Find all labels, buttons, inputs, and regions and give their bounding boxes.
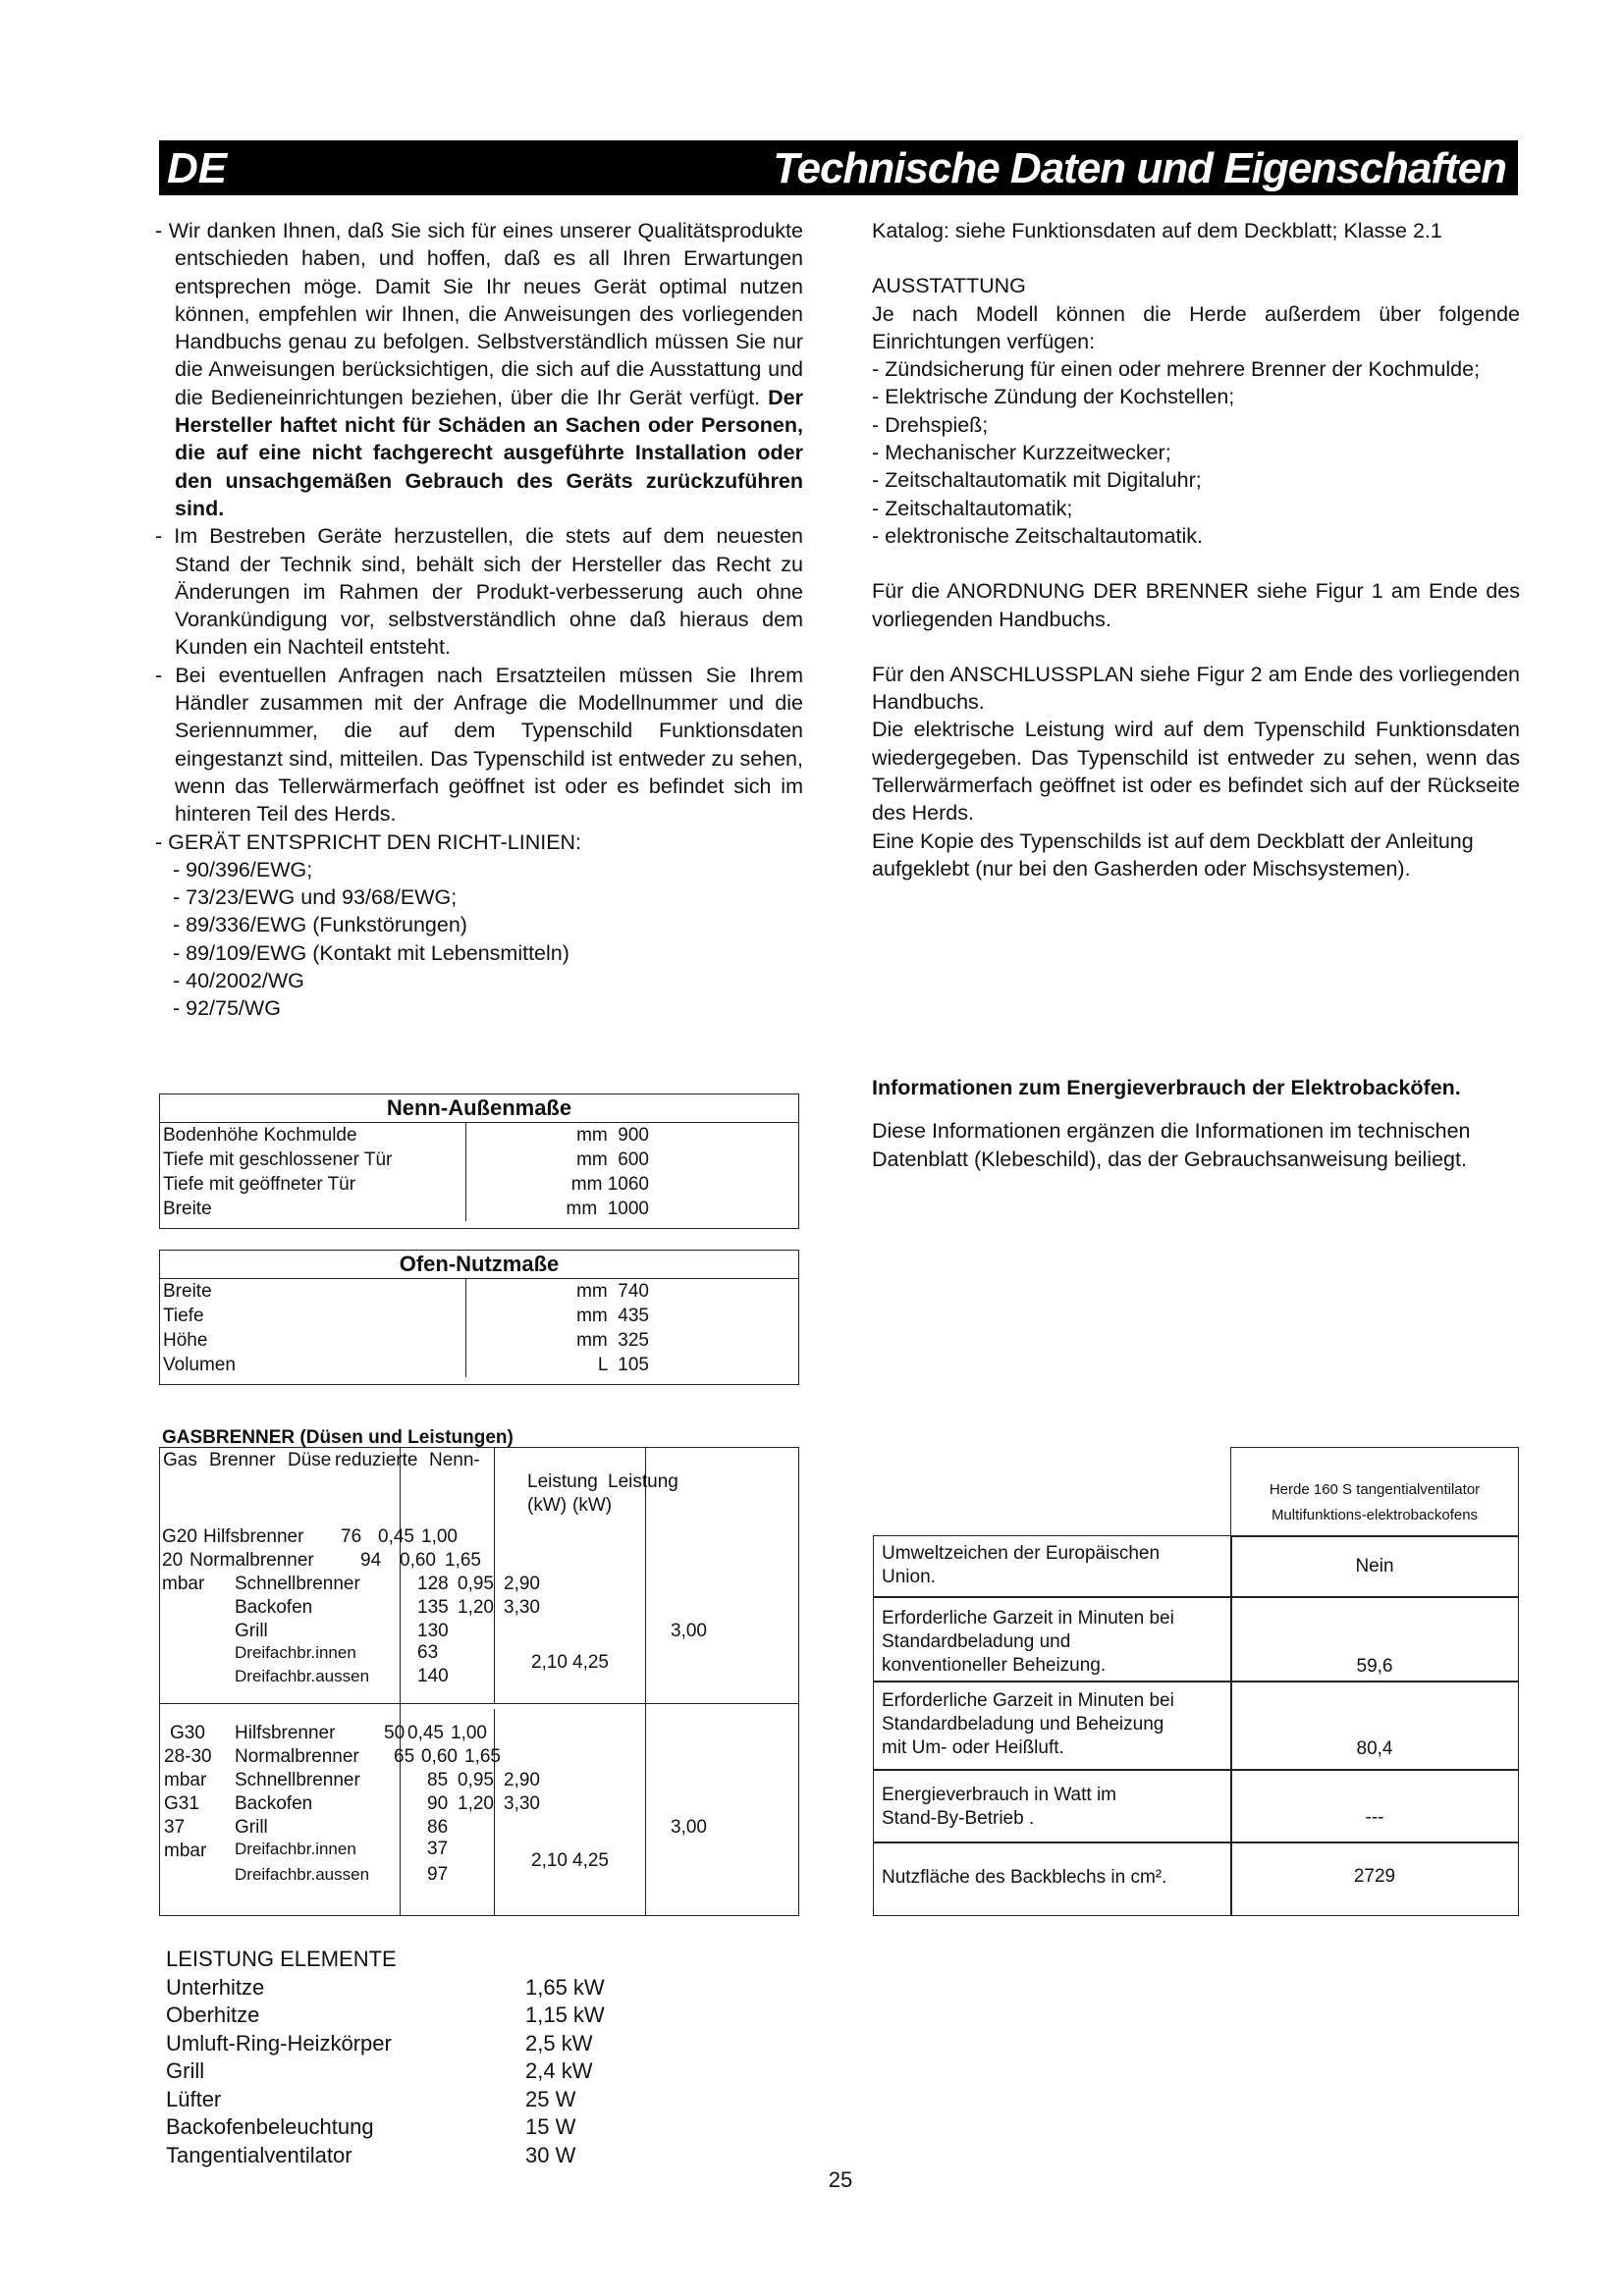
nozzle-value: 140 — [417, 1666, 449, 1686]
burner-name: Hilfsbrenner — [235, 1723, 336, 1743]
table-row: Tiefe mit geöffneter Tür mm 1060 — [163, 1174, 649, 1195]
reduced-value: 0,45 — [378, 1526, 414, 1547]
nozzle-value: 65 — [394, 1746, 415, 1767]
g31-pressure: 37 — [164, 1817, 186, 1838]
energy-info-text: Diese Informationen ergänzen die Informationen im technischen Datenblatt (Klebeschild), das der Gebrauchsanweisung beiliegt. — [872, 1119, 1471, 1171]
reduced-value: 0,45 — [407, 1723, 444, 1743]
reduced-value: 0,60 — [400, 1550, 436, 1571]
equipment-item: - elektronische Zeitschaltautomatik. — [872, 523, 1203, 548]
energy-value: Nein — [1355, 1556, 1394, 1576]
wiring-plan-note: Für den ANSCHLUSSPLAN siehe Figur 2 am Ende des vorliegenden Handbuchs. — [872, 662, 1520, 715]
equipment-item: - Zündsicherung für einen oder mehrere Brenner der Kochmulde; — [872, 357, 1481, 382]
spare-parts-paragraph: - Bei eventuellen Anfragen nach Ersatzteilen müssen Sie Ihrem Händler zusammen mit der Anfrage die Modellnummer und die Seriennummer, die auf dem Typenschild Funktionsdaten eingestanzt sind, mitteilen. Das Typenschild ist entweder zu sehen, wenn das Tellerwärmerfach geöffnet ist oder es befindet sich im hinteren Teil des Herds. — [155, 663, 803, 827]
energy-row-label — [873, 1769, 1232, 1843]
table-row: Bodenhöhe Kochmulde mm 900 — [163, 1125, 649, 1146]
energy-value: 80,4 — [1356, 1738, 1393, 1759]
gas-header-nenn: Nenn- — [429, 1450, 480, 1470]
plate-copy-note: Eine Kopie des Typenschilds ist auf dem Deckblatt der Anleitung aufgeklebt (nur bei den Gasherden oder Mischsystemen). — [872, 828, 1474, 881]
element-value: 30 W — [525, 2142, 576, 2167]
table-row: Breite mm 1000 — [163, 1199, 649, 1219]
energy-label-line: Stand-By-Betrieb . — [882, 1808, 1035, 1829]
element-name: Umluft-Ring-Heizkörper — [166, 2030, 392, 2056]
element-value: 1,15 kW — [525, 2002, 605, 2027]
nominal-value: 1,00 — [421, 1526, 458, 1547]
nominal-value: 4,25 — [572, 1652, 609, 1673]
burner-name: Backofen — [235, 1597, 313, 1618]
directive-item: - 73/23/EWG und 93/68/EWG; — [173, 885, 458, 910]
left-column — [155, 217, 803, 1023]
nozzle-value: 130 — [417, 1621, 449, 1641]
energy-row-label — [873, 1596, 1232, 1682]
burner-name: Normalbrenner — [235, 1746, 359, 1767]
nominal-value: 4,25 — [572, 1850, 609, 1871]
g30-unit: mbar — [164, 1770, 207, 1790]
energy-label-line: Standardbeladung und — [882, 1631, 1071, 1652]
table-row: Volumen L 105 — [163, 1355, 649, 1375]
update-paragraph: - Im Bestreben Geräte herzustellen, die stets auf dem neuesten Stand der Technik sind, behält sich der Hersteller das Recht zu Änderungen im Rahmen der Produkt-verbesserung auch ohne Vorankündigung vor, selbstverständlich ohne daß hieraus dem Kunden ein Nachteil entsteht. — [155, 524, 803, 660]
reduced-value: 0,60 — [421, 1746, 458, 1767]
list-item — [166, 1974, 605, 2002]
g30-pressure: 28-30 — [164, 1746, 212, 1767]
energy-label-line: Erforderliche Garzeit in Minuten bei — [882, 1690, 1174, 1711]
element-name: Unterhitze — [166, 1974, 265, 2000]
nozzle-value: 85 — [427, 1770, 449, 1790]
reduced-value: 2,10 — [531, 1652, 568, 1673]
energy-row-value — [1230, 1769, 1519, 1843]
list-item — [166, 2142, 605, 2170]
performance-title: LEISTUNG ELEMENTE — [166, 1947, 397, 1971]
directives-title: - GERÄT ENTSPRICHT DEN RICHT-LINIEN: — [155, 829, 582, 854]
energy-label-line: konventioneller Beheizung. — [882, 1655, 1107, 1676]
gas-burner-table — [159, 1447, 799, 1916]
element-value: 25 W — [525, 2086, 576, 2111]
g30-gas-label: G30 — [170, 1723, 205, 1743]
intro-text: - Wir danken Ihnen, daß Sie sich für eines unserer Qualitätsprodukte entschieden haben, und hoffen, daß es all Ihren Erwartungen entsprechen möge. Damit Sie Ihr neues Gerät optimal nutzen können, empfehlen wir Ihnen, die Anweisungen des vorliegenden Handbuchs genau zu befolgen. Selbstverständlich müssen Sie nur die Anweisungen berücksichtigen, die sich auf die Ausstattung und die Bedieneinrichtungen beziehen, über die Ihr Gerät verfügt. — [155, 219, 803, 409]
burner-name: Normalbrenner — [189, 1550, 314, 1571]
burner-name: Grill — [235, 1817, 268, 1838]
element-name: Tangentialventilator — [166, 2142, 352, 2167]
list-item — [166, 2113, 605, 2142]
table-row: Tiefe mm 435 — [163, 1306, 649, 1326]
gas-header-leistung1: Leistung — [527, 1471, 598, 1492]
directive-item: - 89/109/EWG (Kontakt mit Lebensmitteln) — [173, 940, 569, 965]
energy-row-value — [1230, 1535, 1519, 1598]
nominal-value: 2,90 — [504, 1574, 540, 1594]
gas-header-leistung2: Leistung — [608, 1471, 678, 1492]
equipment-item: - Drehspieß; — [872, 412, 989, 437]
energy-info-title: Informationen zum Energieverbrauch der Elektrobacköfen. — [872, 1076, 1461, 1099]
list-item — [166, 2086, 605, 2114]
outer-dimensions-title: Nenn-Außenmaße — [160, 1095, 798, 1123]
right-column — [872, 217, 1520, 882]
list-item — [166, 2057, 605, 2086]
reduced-value: 0,95 — [458, 1574, 494, 1594]
energy-value: --- — [1365, 1807, 1384, 1828]
outer-dimensions-table — [159, 1094, 799, 1229]
energy-value: 2729 — [1353, 1866, 1396, 1887]
reduced-value: 0,95 — [458, 1770, 494, 1790]
directive-item: - 92/75/WG — [173, 996, 281, 1021]
gas-header-gas: Gas — [163, 1450, 197, 1470]
g31-gas-label: G31 — [164, 1793, 199, 1814]
header-bar — [159, 140, 1518, 195]
energy-row-value — [1230, 1596, 1519, 1682]
nozzle-value: 97 — [427, 1864, 449, 1885]
table-row: Tiefe mit geschlossener Tür mm 600 — [163, 1149, 649, 1170]
equipment-item: - Zeitschaltautomatik; — [872, 496, 1073, 520]
nozzle-value: 76 — [341, 1526, 362, 1547]
nominal-value: 2,90 — [504, 1770, 540, 1790]
nominal-value: 3,00 — [671, 1817, 707, 1838]
energy-row-label — [873, 1842, 1232, 1916]
nozzle-value: 128 — [417, 1574, 449, 1594]
element-name: Grill — [166, 2058, 205, 2083]
directives-list — [155, 856, 803, 1023]
element-value: 2,5 kW — [525, 2030, 593, 2056]
burner-layout-note: Für die ANORDNUNG DER BRENNER siehe Figur 1 am Ende des vorliegenden Handbuchs. — [872, 579, 1520, 631]
energy-label-line: Nutzfläche des Backblechs in cm². — [882, 1867, 1167, 1888]
element-name: Oberhitze — [166, 2002, 260, 2027]
language-code: DE — [167, 144, 228, 192]
g20-gas-label: G20 — [162, 1526, 197, 1547]
nominal-value: 1,00 — [451, 1723, 487, 1743]
burner-name: Schnellbrenner — [235, 1574, 360, 1594]
energy-header-line1: Herde 160 S tangentialventilator — [1269, 1481, 1481, 1498]
performance-elements — [166, 1946, 605, 2169]
page-title: Technische Daten und Eigenschaften — [773, 144, 1506, 192]
burner-name: Dreifachbr.aussen — [235, 1865, 370, 1884]
nozzle-value: 86 — [427, 1817, 449, 1838]
gas-header-reduz: reduzierte — [335, 1450, 418, 1470]
nozzle-value: 90 — [427, 1793, 449, 1814]
g20-unit: mbar — [162, 1574, 205, 1594]
oven-dimensions-title: Ofen-Nutzmaße — [160, 1251, 798, 1279]
burner-name: Backofen — [235, 1793, 313, 1814]
nominal-value: 1,65 — [445, 1550, 481, 1571]
element-value: 15 W — [525, 2114, 576, 2139]
page-number: 25 — [828, 2167, 853, 2192]
energy-value: 59,6 — [1356, 1656, 1393, 1677]
directive-item: - 90/396/EWG; — [173, 857, 313, 881]
intro-paragraph — [155, 217, 803, 522]
energy-row-label — [873, 1681, 1232, 1771]
g20-pressure: 20 — [162, 1550, 184, 1571]
element-name: Backofenbeleuchtung — [166, 2114, 374, 2139]
nominal-value: 3,00 — [671, 1621, 707, 1641]
energy-table-header — [1230, 1447, 1519, 1537]
nozzle-value: 37 — [427, 1839, 449, 1859]
energy-label-line: Union. — [882, 1567, 936, 1587]
liability-note: Der Hersteller haftet nicht für Schäden an Sachen oder Personen, die auf eine nicht fachgerecht ausgeführte Installation oder den unsachgemäßen Gebrauch des Geräts zurückzuführen sind. — [175, 385, 803, 520]
equipment-item: - Mechanischer Kurzzeitwecker; — [872, 441, 1171, 465]
list-item — [166, 2002, 605, 2030]
energy-info-section — [872, 1074, 1520, 1173]
energy-label-line: Standardbeladung und Beheizung — [882, 1714, 1164, 1735]
element-name: Lüfter — [166, 2086, 222, 2111]
equipment-intro: Je nach Modell können die Herde außerdem über folgende Einrichtungen verfügen: — [872, 301, 1520, 353]
energy-label-line: mit Um- oder Heißluft. — [882, 1737, 1064, 1758]
energy-row-value — [1230, 1842, 1519, 1916]
nominal-value: 3,30 — [504, 1793, 540, 1814]
gas-header-kw2: (kW) — [572, 1495, 613, 1516]
g31-unit: mbar — [164, 1841, 207, 1861]
table-row: Breite mm 740 — [163, 1281, 649, 1302]
nozzle-value: 135 — [417, 1597, 449, 1618]
table-row: Höhe mm 325 — [163, 1330, 649, 1351]
energy-label-line: Umweltzeichen der Europäischen — [882, 1543, 1161, 1564]
nozzle-value: 50 — [384, 1723, 406, 1743]
equipment-item: - Elektrische Zündung der Kochstellen; — [872, 385, 1235, 409]
energy-row-label — [873, 1535, 1232, 1598]
burner-name: Dreifachbr.innen — [235, 1840, 356, 1858]
energy-label-line: Energieverbrauch in Watt im — [882, 1785, 1117, 1805]
directive-item: - 40/2002/WG — [173, 969, 304, 993]
gas-table-title: GASBRENNER (Düsen und Leistungen) — [162, 1427, 514, 1448]
element-value: 2,4 kW — [525, 2058, 593, 2083]
gas-header-duese: Düse — [288, 1450, 332, 1470]
list-item — [166, 2030, 605, 2058]
nominal-value: 3,30 — [504, 1597, 540, 1618]
element-value: 1,65 kW — [525, 1974, 605, 2000]
oven-dimensions-table — [159, 1250, 799, 1385]
reduced-value: 1,20 — [458, 1597, 494, 1618]
reduced-value: 1,20 — [458, 1793, 494, 1814]
burner-name: Schnellbrenner — [235, 1770, 360, 1790]
energy-row-value — [1230, 1681, 1519, 1771]
equipment-title: AUSSTATTUNG — [872, 274, 1026, 298]
burner-name: Dreifachbr.aussen — [235, 1667, 370, 1685]
reduced-value: 2,10 — [531, 1850, 568, 1871]
nozzle-value: 63 — [417, 1642, 439, 1663]
directive-item: - 89/336/EWG (Funkstörungen) — [173, 913, 467, 937]
catalog-line: Katalog: siehe Funktionsdaten auf dem Deckblatt; Klasse 2.1 — [872, 219, 1442, 242]
energy-header-line2: Multifunktions-elektrobackofens — [1271, 1507, 1479, 1523]
nominal-value: 1,65 — [464, 1746, 501, 1767]
nozzle-value: 94 — [360, 1550, 382, 1571]
burner-name: Hilfsbrenner — [203, 1526, 304, 1547]
power-note: Die elektrische Leistung wird auf dem Typenschild Funktionsdaten wiedergegeben. Das Typenschild ist entweder zu sehen, wenn das Tellerwärmerfach geöffnet ist oder es befindet sich auf der Rückseite des Herds. — [872, 718, 1520, 826]
energy-label-line: Erforderliche Garzeit in Minuten bei — [882, 1608, 1174, 1629]
equipment-item: - Zeitschaltautomatik mit Digitaluhr; — [872, 468, 1202, 493]
equipment-list — [872, 355, 1520, 550]
burner-name: Grill — [235, 1621, 268, 1641]
gas-header-brenner: Brenner — [209, 1450, 276, 1470]
burner-name: Dreifachbr.innen — [235, 1643, 356, 1662]
gas-header-kw1: (kW) — [527, 1495, 568, 1516]
